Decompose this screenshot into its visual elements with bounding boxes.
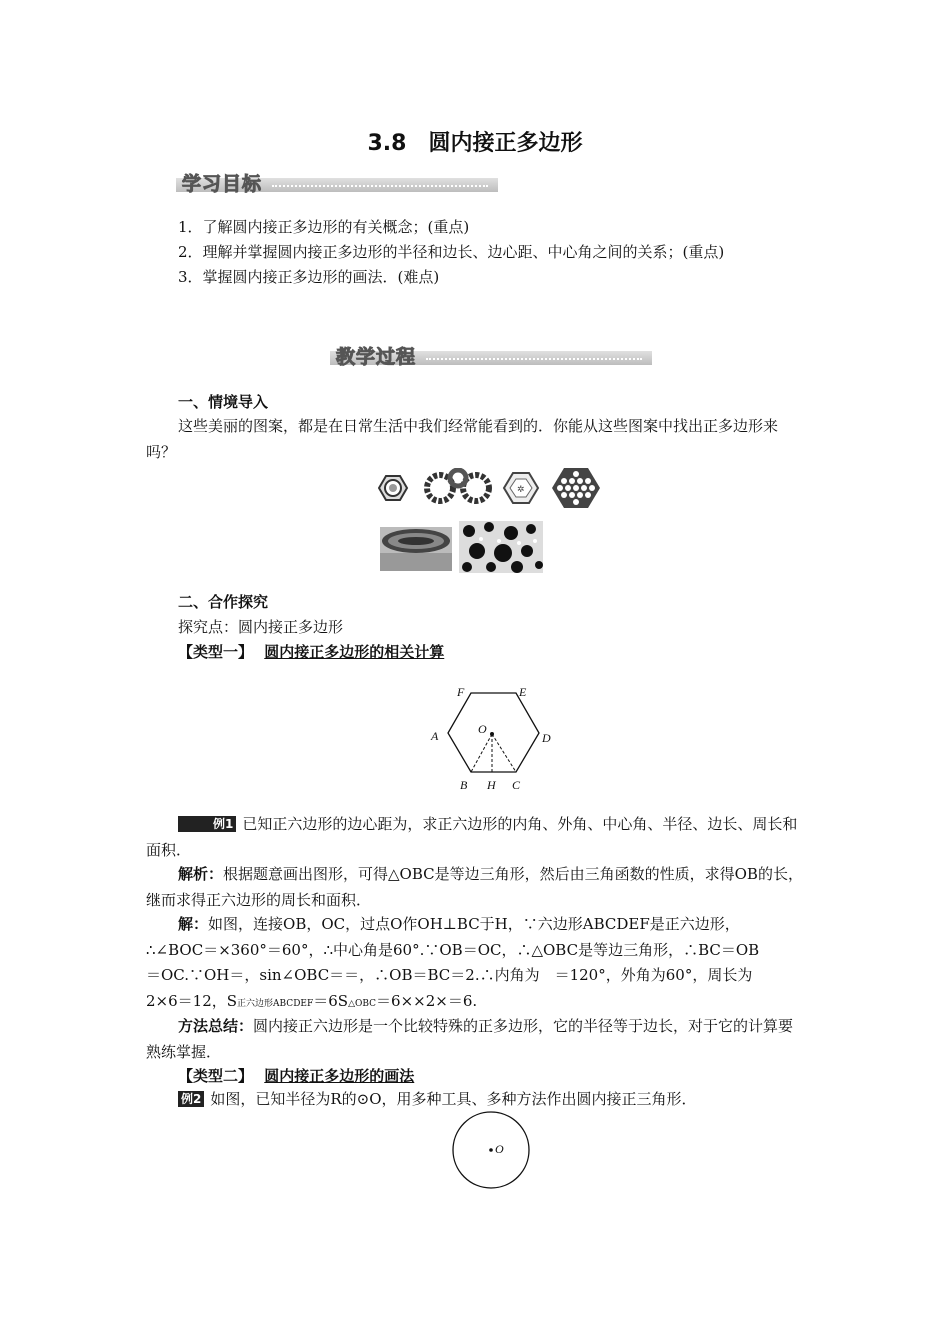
process-banner [330,346,652,368]
circle-diagram [450,1110,534,1192]
type2-title: 圆内接正多边形的画法 [264,1067,415,1085]
pattern-images-row1 [378,468,604,508]
goal-2: 2．理解并掌握圆内接正多边形的半径和边长、边心距、中心角之间的关系；(重点) [178,243,725,261]
area-end: ＝6××2×＝6. [376,991,478,1010]
area-mid: ＝6S [313,991,349,1010]
label-H: H [487,778,496,792]
hexagon-pattern-1 [379,476,407,500]
section1-heading: 一、情境导入 [178,393,269,411]
goals-banner [176,173,498,195]
svg-text:✲: ✲ [517,485,525,495]
type1-tag: 【类型一】 [178,643,254,661]
summary-text: 圆内接正六边形是一个比较特殊的正多边形，它的半径等于边长，对于它的计算要熟练掌握． [146,1017,794,1061]
hexagon-diagram [426,682,560,796]
type2-heading [178,1064,414,1089]
example1-badge: 例1 [178,816,236,832]
label-C: C [512,778,521,792]
label-A: A [431,729,439,743]
hexagon-pattern-4 [552,468,600,508]
label-D: D [542,731,551,745]
summary-label: 方法总结： [178,1017,254,1035]
solution [146,912,816,1017]
area-subscript-2: △OBC [348,998,377,1009]
example1-text: 已知正六边形的边心距为，求正六边形的内角、外角、中心角、半径、边长、周长和面积． [146,815,798,859]
dome-photo [380,527,452,571]
solution-line-3: ＝OC.∵OH＝，sin∠OBC＝＝，∴OB＝BC＝2.∴内角为 ＝120°，外角为60°，周长为 [146,966,753,984]
process-banner-label: 教学过程 [336,346,417,368]
hexagon-pattern-3 [504,473,538,503]
example2-text: 如图，已知半径为R的⊙O，用多种工具、多种方法作出圆内接正三角形． [210,1090,697,1108]
type2-tag: 【类型二】 [178,1067,254,1085]
label-F: F [457,685,465,699]
page-title: 3.8 圆内接正多边形 [367,131,583,156]
analysis-text: 根据题意画出图形，可得△OBC是等边三角形，然后由三角函数的性质，求得OB的长，继而求得正六边形的周长和面积． [146,865,803,909]
label-O: O [478,722,487,736]
solution-line-2: ∴∠BOC＝×360°＝60°，∴中心角是60°.∵OB＝OC，∴△OBC是等边三角形，∴BC＝OB [146,940,760,959]
label-B: B [460,778,468,792]
area-subscript: 正六边形ABCDEF [237,998,314,1009]
goal-1: 1．了解圆内接正多边形的有关概念；(重点) [178,218,470,236]
example1 [146,812,806,863]
circle-center-label: O [495,1142,504,1156]
example2 [178,1087,697,1112]
solution-label: 解： [178,915,209,933]
example2-badge: 例2 [178,1091,204,1107]
solution-line-1: 如图，连接OB，OC，过点O作OH⊥BC于H，∵六边形ABCDEF是正六边形， [208,915,740,933]
type1-title: 圆内接正多边形的相关计算 [264,643,445,661]
section2-heading: 二、合作探究 [178,593,269,611]
goals-banner-label: 学习目标 [182,173,263,195]
tile-photo [459,521,543,573]
goal-3: 3．掌握圆内接正多边形的画法．(难点) [178,268,440,286]
explore-point: 探究点：圆内接正多边形 [178,618,344,636]
pattern-images-row2 [380,521,545,573]
type1-heading [178,640,444,665]
hexagon-pattern-2 [422,470,494,506]
solution-line-4: 2×6＝12，S [146,991,238,1010]
section1-text: 这些美丽的图案，都是在日常生活中我们经常能看到的．你能从这些图案中找出正多边形来吗？ [146,417,779,461]
analysis [146,862,806,913]
label-E: E [519,685,527,699]
method-summary [146,1014,806,1065]
analysis-label: 解析： [178,865,224,883]
